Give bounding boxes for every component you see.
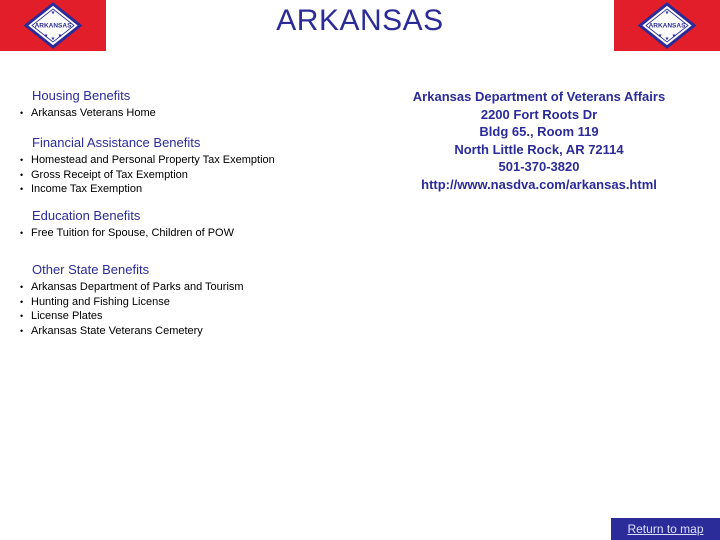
financial-benefits-section bbox=[20, 135, 275, 197]
list-item: • Arkansas Veterans Home bbox=[20, 106, 156, 121]
list-item: • Hunting and Fishing License bbox=[20, 295, 244, 310]
education-benefits-section bbox=[20, 208, 234, 241]
financial-benefits-list bbox=[20, 153, 275, 197]
education-benefits-list bbox=[20, 226, 234, 241]
svg-text:★: ★ bbox=[57, 33, 63, 39]
list-item: • Income Tax Exemption bbox=[20, 182, 275, 197]
contact-block bbox=[374, 88, 704, 193]
svg-text:★: ★ bbox=[50, 36, 56, 42]
financial-benefits-heading: Financial Assistance Benefits bbox=[32, 135, 201, 150]
arkansas-flag-icon bbox=[614, 0, 720, 51]
housing-benefits-list bbox=[20, 106, 156, 121]
list-item: • License Plates bbox=[20, 309, 244, 324]
housing-benefits-heading: Housing Benefits bbox=[32, 88, 131, 103]
arkansas-flag-right bbox=[614, 0, 720, 51]
return-to-map-link[interactable]: Return to map bbox=[611, 518, 720, 540]
list-item: • Free Tuition for Spouse, Children of POW bbox=[20, 226, 234, 241]
svg-text:★: ★ bbox=[43, 33, 49, 39]
list-item: • Gross Receipt of Tax Exemption bbox=[20, 168, 275, 183]
contact-building: Bldg 65., Room 119 bbox=[479, 124, 599, 139]
list-item: • Homestead and Personal Property Tax Exemption bbox=[20, 153, 275, 168]
svg-text:★: ★ bbox=[671, 33, 677, 39]
list-item: • Arkansas State Veterans Cemetery bbox=[20, 324, 244, 339]
contact-street: 2200 Fort Roots Dr bbox=[480, 106, 598, 122]
svg-text:★: ★ bbox=[657, 33, 663, 39]
contact-url[interactable]: http://www.nasdva.com/arkansas.html bbox=[421, 176, 657, 192]
other-benefits-section bbox=[20, 262, 244, 338]
other-benefits-list bbox=[20, 280, 244, 338]
flag-text: ARKANSAS bbox=[34, 22, 72, 30]
other-benefits-heading: Other State Benefits bbox=[32, 262, 150, 277]
svg-text:★: ★ bbox=[664, 10, 670, 16]
housing-benefits-section bbox=[20, 88, 156, 121]
contact-city: North Little Rock, AR 72114 bbox=[454, 141, 624, 157]
svg-text:★: ★ bbox=[50, 10, 56, 16]
flag-text: ARKANSAS bbox=[648, 22, 686, 30]
svg-text:★: ★ bbox=[664, 36, 670, 42]
education-benefits-heading: Education Benefits bbox=[32, 208, 141, 223]
list-item: • Arkansas Department of Parks and Tourism bbox=[20, 280, 244, 295]
contact-phone: 501-370-3820 bbox=[498, 159, 580, 174]
page-title: ARKANSAS bbox=[276, 4, 444, 37]
contact-org: Arkansas Department of Veterans Affairs bbox=[412, 89, 666, 104]
